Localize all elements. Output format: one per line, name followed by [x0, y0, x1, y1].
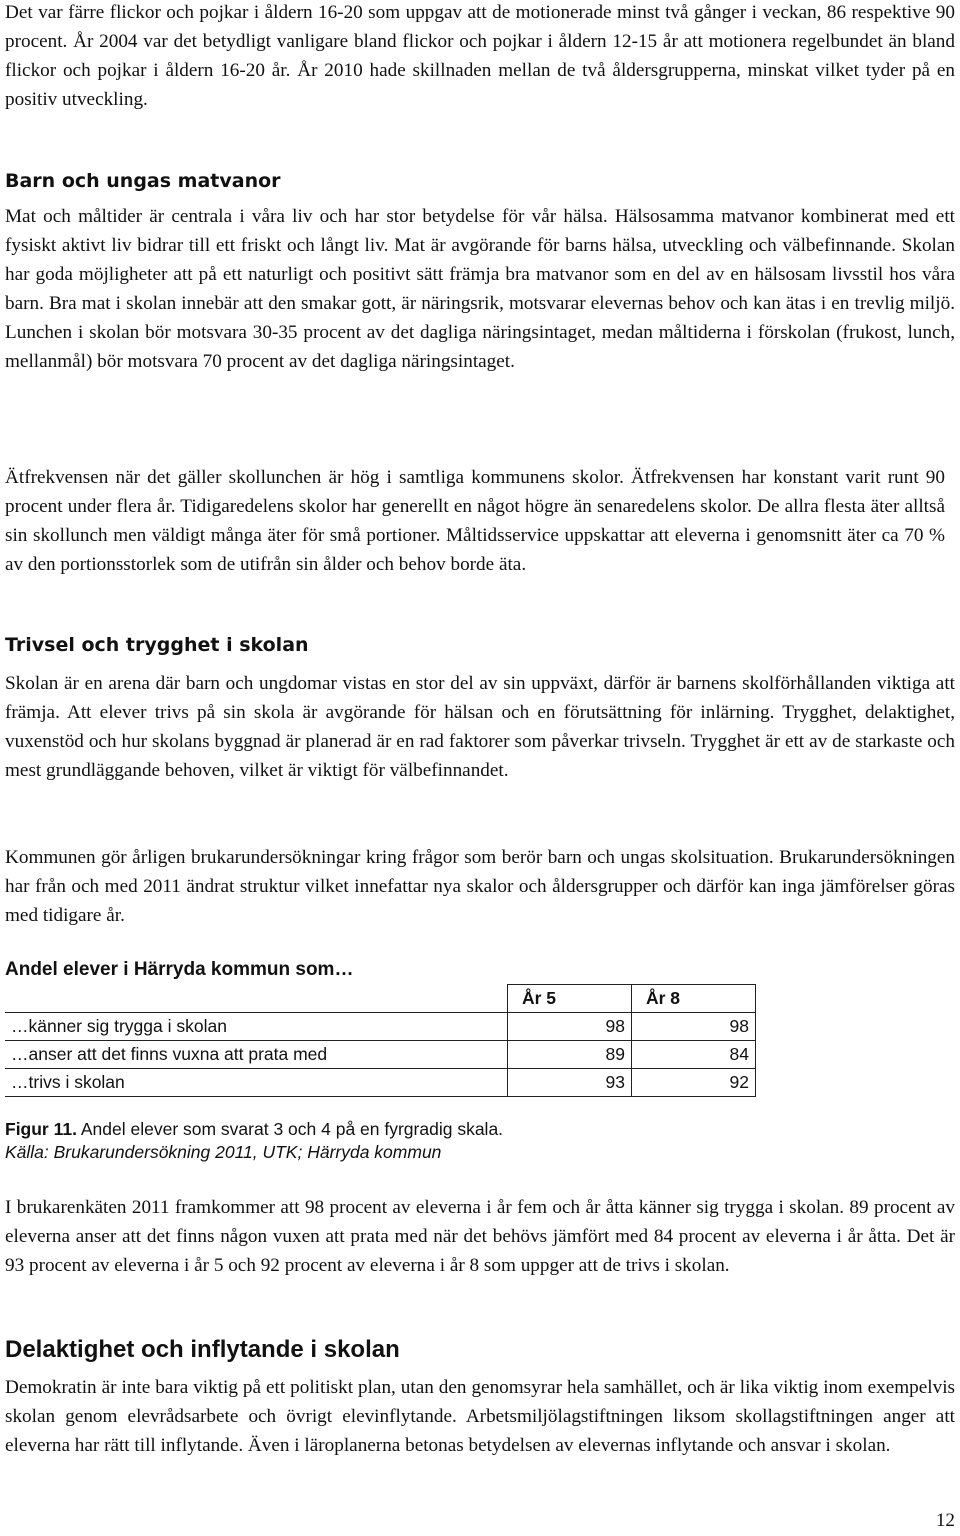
table-cell-ar5: 89	[508, 1041, 632, 1069]
figure-number: Figur 11.	[5, 1119, 77, 1139]
table-header-ar8: År 8	[632, 985, 756, 1013]
paragraph-motion: Det var färre flickor och pojkar i åldern 16-20 som uppgav att de motionerade minst två gånger i veckan, 86 respektive 90 procent. År 2004 var det betydligt vanligare bland flickor och pojkar i åldern 12-15 år att motionera regelbundet än bland flickor och pojkar i åldern 16-20 år. År 2010 hade skillnaden mellan de två åldersgrupperna, minskat vilket tyder på en positiv utveckling.	[5, 2, 955, 110]
table-row-label: …trivs i skolan	[5, 1069, 508, 1097]
table-header-row	[5, 985, 756, 1013]
paragraph-brukarenkat: I brukarenkäten 2011 framkommer att 98 procent av eleverna i år fem och år åtta känner sig trygga i skolan. 89 procent av eleverna anser att det finns någon vuxen att prata med när det behövs jämfört med 84 procent av eleverna i år åtta. Det är 93 procent av eleverna i år 5 och 92 procent av eleverna i år 8 som uppger att de trivs i skolan.	[5, 1197, 955, 1276]
table-header-empty	[5, 985, 508, 1013]
heading-trivsel: Trivsel och trygghet i skolan	[5, 634, 309, 656]
table-row	[5, 1041, 756, 1069]
table-header-ar5: År 5	[508, 985, 632, 1013]
table-cell-ar8: 84	[632, 1041, 756, 1069]
table-row-label: …anser att det finns vuxna att prata med	[5, 1041, 508, 1069]
table-row	[5, 1069, 756, 1097]
survey-table	[5, 984, 756, 1097]
paragraph-matvanor: Mat och måltider är centrala i våra liv och har stor betydelse för vår hälsa. Hälsosamma matvanor kombinerat med ett fysiskt aktivt liv bidrar till ett friskt och långt liv. Mat är avgörande för barns hälsa, utveckling och välbefinnande. Skolan har goda möjligheter att på ett naturligt och positivt sätt främja bra matvanor som en del av en hälsosam livsstil hos våra barn. Bra mat i skolan innebär att den smakar gott, är näringsrik, motsvarar elevernas behov och kan ätas i en trevlig miljö. Lunchen i skolan bör motsvara 30-35 procent av det dagliga näringsintaget, medan måltiderna i förskolan (frukost, lunch, mellanmål) bör motsvara 70 procent av det dagliga näringsintaget.	[5, 206, 955, 372]
page-number: 12	[935, 1510, 955, 1531]
table-cell-ar8: 98	[632, 1013, 756, 1041]
figure-caption-text: Andel elever som svarat 3 och 4 på en fyrgradig skala.	[76, 1119, 504, 1139]
figure-source: Källa: Brukarundersökning 2011, UTK; Härryda kommun	[5, 1142, 442, 1162]
table-row	[5, 1013, 756, 1041]
table-cell-ar5: 93	[508, 1069, 632, 1097]
table-cell-ar5: 98	[508, 1013, 632, 1041]
table-cell-ar8: 92	[632, 1069, 756, 1097]
heading-delaktighet: Delaktighet och inflytande i skolan	[5, 1336, 400, 1363]
paragraph-atfrekvens: Ätfrekvensen när det gäller skollunchen är hög i samtliga kommunens skolor. Ätfrekvensen har konstant varit runt 90 procent under flera år. Tidigaredelens skolor har generellt en något högre än senaredelens skolor. De allra flesta äter alltså sin skollunch men väldigt många äter för små portioner. Måltidsservice uppskattar att eleverna i genomsnitt äter ca 70 % av den portionsstorlek som de utifrån sin ålder och behov borde äta.	[5, 467, 945, 575]
paragraph-demokrati: Demokratin är inte bara viktig på ett politiskt plan, utan den genomsyrar hela samhället, och är lika viktig inom exempelvis skolan genom elevrådsarbete och övrigt elevinflytande. Arbetsmiljölagstiftningen liksom skollagstiftningen anger att eleverna har rätt till inflytande. Även i läroplanerna betonas betydelsen av elevernas inflytande och ansvar i skolan.	[5, 1377, 955, 1456]
heading-matvanor: Barn och ungas matvanor	[5, 170, 281, 192]
figure-caption	[5, 1118, 503, 1164]
table-row-label: …känner sig trygga i skolan	[5, 1013, 508, 1041]
paragraph-brukarundersokning: Kommunen gör årligen brukarundersökningar kring frågor som berör barn och ungas skolsituation. Brukarundersökningen har från och med 2011 ändrat struktur vilket innefattar nya skalor och åldersgrupper och därför kan inga jämförelser göras med tidigare år.	[5, 847, 955, 926]
heading-andel-elever: Andel elever i Härryda kommun som…	[5, 959, 354, 980]
paragraph-trivsel: Skolan är en arena där barn och ungdomar vistas en stor del av sin uppväxt, därför är barnens skolförhållanden viktiga att främja. Att elever trivs på sin skola är avgörande för hälsan och en förutsättning för inlärning. Trygghet, delaktighet, vuxenstöd och hur skolans byggnad är planerad är en rad faktorer som påverkar trivseln. Trygghet är ett av de starkaste och mest grundläggande behoven, vilket är viktigt för välbefinnandet.	[5, 673, 955, 781]
